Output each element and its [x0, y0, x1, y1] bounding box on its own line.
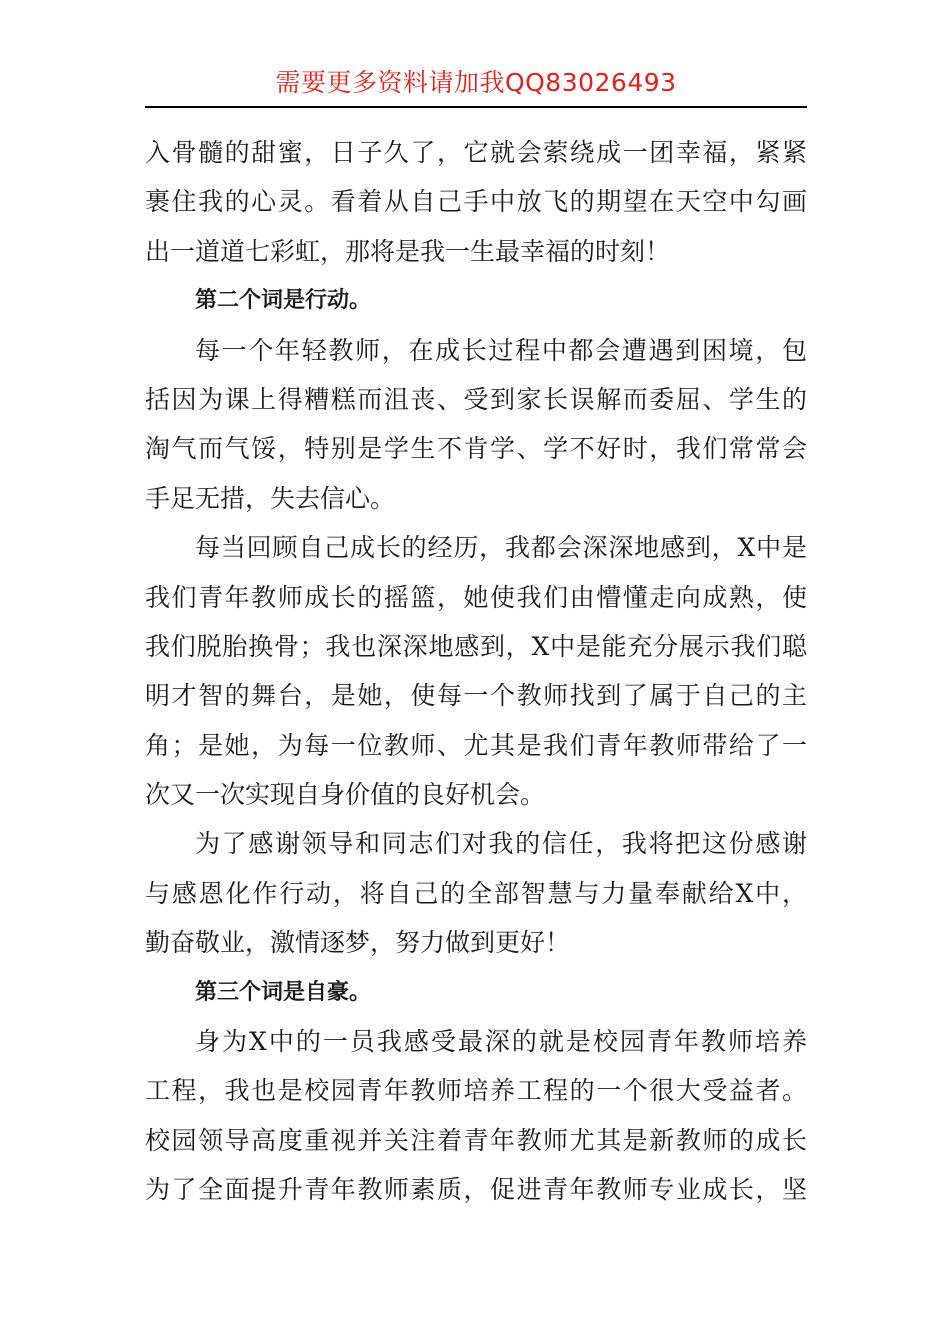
body-line: 勤奋敬业，激情逐梦，努力做到更好！	[145, 928, 571, 958]
body-line: 我们脱胎换骨；我也深深地感到，X中是能充分展示我们聪	[145, 631, 807, 661]
body-line: 为了全面提升青年教师素质，促进青年教师专业成长，坚	[145, 1175, 807, 1205]
page-header	[145, 66, 807, 108]
section-heading: 第三个词是自豪。	[195, 979, 372, 1005]
body-line: 角；是她，为每一位教师、尤其是我们青年教师带给了一	[145, 730, 807, 760]
body-line: 工程，我也是校园青年教师培养工程的一个很大受益者。	[145, 1076, 807, 1106]
body-line: 为了感谢领导和同志们对我的信任，我将把这份感谢	[195, 829, 807, 859]
body-line: 裹住我的心灵。看着从自己手中放飞的期望在天空中勾画	[145, 187, 807, 217]
header-contact-text: 需要更多资料请加我QQ83026493	[275, 68, 677, 97]
body-line: 每一个年轻教师，在成长过程中都会遭遇到困境，包	[195, 335, 807, 365]
document-body	[145, 128, 807, 1215]
body-line: 我们青年教师成长的摇篮，她使我们由懵懂走向成熟，使	[145, 582, 807, 612]
section-heading: 第二个词是行动。	[195, 288, 372, 314]
body-line: 手足无措，失去信心。	[145, 483, 396, 513]
body-line: 与感恩化作行动，将自己的全部智慧与力量奉献给X中，	[145, 878, 807, 908]
body-line: 次又一次实现自身价值的良好机会。	[145, 780, 546, 810]
body-line: 明才智的舞台，是她，使每一个教师找到了属于自己的主	[145, 681, 807, 711]
body-line: 入骨髓的甜蜜，日子久了，它就会萦绕成一团幸福，紧紧	[145, 138, 807, 167]
body-line: 每当回顾自己成长的经历，我都会深深地感到，X中是	[195, 533, 807, 563]
body-line: 括因为课上得糟糕而沮丧、受到家长误解而委屈、学生的	[145, 384, 807, 414]
body-line: 身为X中的一员我感受最深的就是校园青年教师培养	[195, 1027, 807, 1057]
body-line: 出一道道七彩虹，那将是我一生最幸福的时刻！	[145, 236, 671, 266]
body-line: 淘气而气馁，特别是学生不肯学、学不好时，我们常常会	[145, 434, 807, 464]
body-line: 校园领导高度重视并关注着青年教师尤其是新教师的成长	[145, 1125, 807, 1155]
